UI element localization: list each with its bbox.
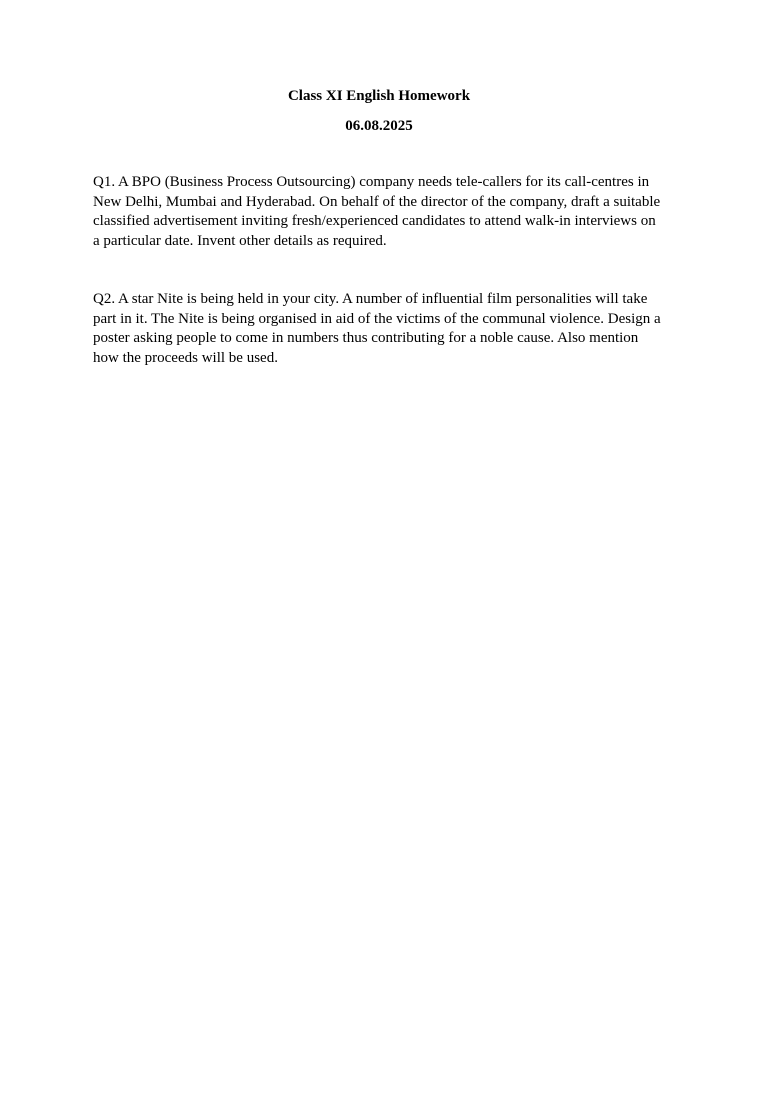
question-2: Q2. A star Nite is being held in your city. A number of influential film personalities will take part in it. The Nite is being organised in aid of the victims of the communal violence. Design a poster asking people to come in numbers thus contributing for a noble cause. Also mention how the proceeds will be used.: [93, 291, 661, 366]
document-date: 06.08.2025: [345, 118, 413, 134]
document-title: Class XI English Homework: [287, 88, 471, 104]
document-page: [0, 87, 768, 1111]
question-1: Q1. A BPO (Business Process Outsourcing) company needs tele-callers for its call-centres in New Delhi, Mumbai and Hyderabad. On behalf of the director of the company, draft a suitable classified advertisement inviting fresh/experienced candidates to attend walk-in interviews on a particular date. Invent other details as required.: [93, 174, 661, 249]
